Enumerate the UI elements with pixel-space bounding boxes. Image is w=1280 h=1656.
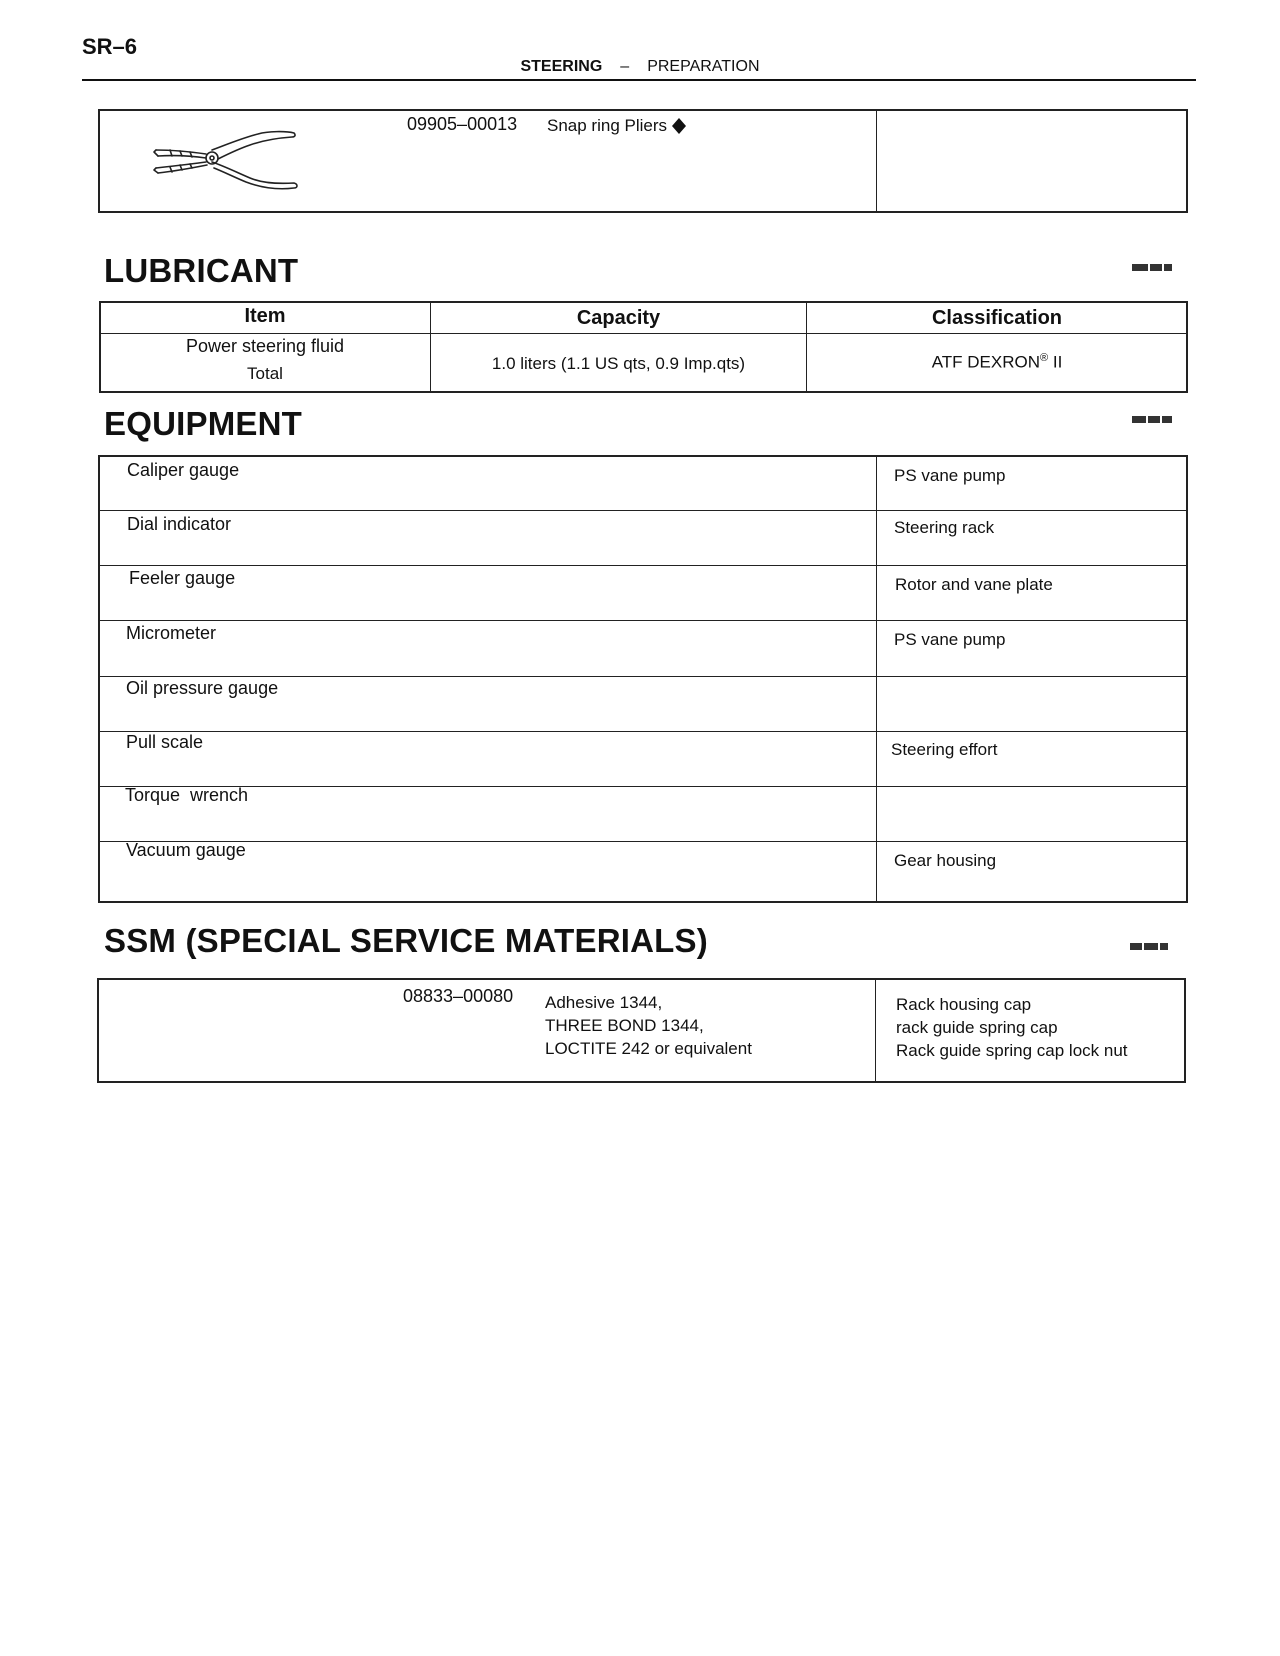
- lubricant-title: LUBRICANT: [104, 252, 299, 289]
- equipment-item: Vacuum gauge: [126, 840, 246, 860]
- equipment-row-rule: [99, 731, 1187, 732]
- ssm-note-line: rack guide spring cap: [896, 1018, 1058, 1037]
- equipment-item: Caliper gauge: [127, 460, 240, 480]
- equipment-row-rule: [99, 620, 1187, 621]
- equipment-col-divider: [876, 456, 877, 902]
- equipment-note: PS vane pump: [894, 630, 1006, 649]
- equipment-item: Torque wrench: [125, 785, 249, 805]
- ssm-note-line: Rack guide spring cap lock nut: [896, 1041, 1128, 1060]
- equipment-row-rule: [99, 786, 1187, 787]
- ssm-part-number: 08833–00080: [403, 986, 514, 1006]
- equipment-item: Pull scale: [126, 732, 204, 752]
- ssm-name-line: THREE BOND 1344,: [545, 1016, 704, 1035]
- ssm-name-line: Adhesive 1344,: [545, 993, 663, 1012]
- ssm-note-line: Rack housing cap: [896, 995, 1032, 1014]
- lubricant-item-sub: Total: [247, 364, 283, 383]
- equipment-item: Feeler gauge: [129, 568, 236, 588]
- equipment-note: Steering rack: [894, 518, 995, 537]
- lubricant-capacity: 1.0 liters (1.1 US qts, 0.9 Imp.qts): [491, 354, 746, 373]
- header-title: [0, 58, 1280, 76]
- sst-divider: [876, 110, 877, 212]
- equipment-title: EQUIPMENT: [104, 405, 302, 442]
- header-separator: –: [620, 58, 630, 75]
- ssm-name: [545, 991, 752, 1060]
- ssm-title: SSM (SPECIAL SERVICE MATERIALS): [104, 922, 708, 959]
- diamond-marker-icon: [671, 117, 687, 135]
- snap-ring-pliers-icon: [150, 128, 310, 192]
- equipment-item: Oil pressure gauge: [126, 678, 279, 698]
- equipment-row-rule: [99, 565, 1187, 566]
- equipment-note: Gear housing: [894, 851, 997, 870]
- lubricant-header-rule: [100, 333, 1187, 334]
- equipment-row-rule: [99, 510, 1187, 511]
- lubricant-col-classification: Classification: [931, 307, 1063, 329]
- page-code: SR–6: [82, 34, 138, 59]
- equipment-row-rule: [99, 676, 1187, 677]
- equipment-item: Micrometer: [126, 623, 217, 643]
- sst-part-number: 09905–00013: [407, 114, 518, 134]
- equipment-note: Rotor and vane plate: [895, 575, 1053, 594]
- subsection-name: PREPARATION: [647, 58, 760, 75]
- ssm-divider: [875, 979, 876, 1082]
- lubricant-col-item: Item: [244, 305, 286, 327]
- ssm-note: [896, 993, 1128, 1062]
- registered-mark: ®: [1040, 352, 1049, 364]
- lubricant-classification: [807, 352, 1187, 373]
- lubricant-code-mark: [1132, 259, 1178, 269]
- ssm-code-mark: [1130, 938, 1176, 948]
- lubricant-col-capacity: Capacity: [576, 307, 661, 329]
- equipment-note: PS vane pump: [894, 466, 1006, 485]
- equipment-note: Steering effort: [891, 740, 998, 759]
- classification-suffix: II: [1048, 352, 1063, 372]
- equipment-row-rule: [99, 841, 1187, 842]
- section-name: STEERING: [520, 58, 603, 75]
- header-rule: [82, 79, 1196, 81]
- sst-name: Snap ring Pliers: [547, 116, 668, 135]
- equipment-item: Dial indicator: [127, 514, 232, 534]
- classification-name: ATF DEXRON: [931, 352, 1041, 372]
- equipment-code-mark: [1132, 411, 1178, 421]
- ssm-name-line: LOCTITE 242 or equivalent: [545, 1039, 752, 1058]
- lubricant-item-name: Power steering fluid: [185, 336, 345, 356]
